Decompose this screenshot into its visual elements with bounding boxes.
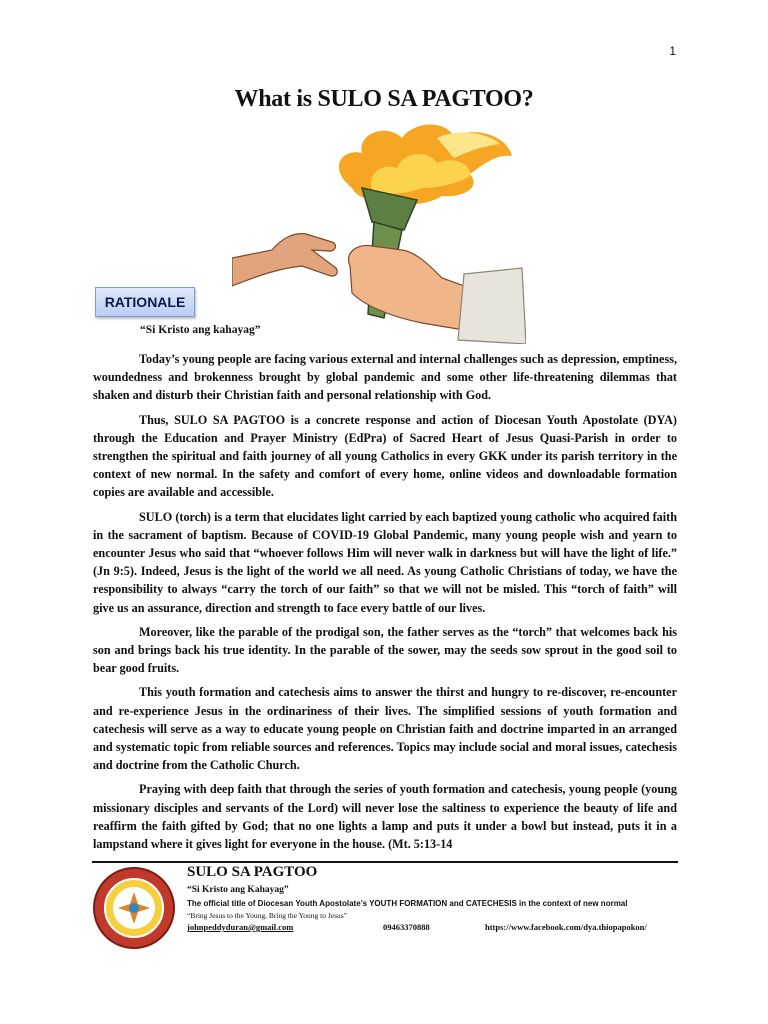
reaching-hand-shape (232, 234, 337, 286)
footer-title: SULO SA PAGTOO (187, 864, 318, 880)
holding-hand-shape (349, 245, 470, 330)
paragraph: Praying with deep faith that through the series of youth formation and catechesis, young people (young missionary disciples and servants of the Lord) will never lose the saltiness to experience the beauty of life and reaffirm the faith gifted by God; that no one lights a lamp and puts it under a bowl but instead, puts it in a lampstand where it gives light for everyone in the house. (Mt. 5:13-14 (93, 782, 677, 852)
paragraph: Moreover, like the parable of the prodigal son, the father serves as the “torch” that welcomes back his son and brings back his true identity. In the parable of the sower, may the seeds sow sprout in the good soil to bear good fruits. (93, 624, 677, 676)
sleeve-shape (458, 268, 526, 344)
footer-motto: “Bring Jesus to the Young, Bring the Young to Jesus” (187, 911, 348, 920)
footer-phone: 09463370888 (383, 922, 430, 932)
footer-facebook-link[interactable]: https://www.facebook.com/dya.thiopapokon/ (485, 922, 647, 932)
paragraph: Today’s young people are facing various external and internal challenges such as depression, emptiness, woundedness and brokenness brought by global pandemic and some other life-threatening dilemmas that shaken and disturb their Christian faith and personal relationship with God. (93, 352, 677, 403)
footer-divider (92, 861, 678, 863)
footer-tagline: “Si Kristo ang Kahayag” (187, 885, 289, 895)
paragraph: Thus, SULO SA PAGTOO is a concrete response and action of Diocesan Youth Apostolate (DYA) through the Education and Prayer Ministry (EdPra) of Sacred Heart of Jesus Quasi-Parish in order to strengthen the spiritual and faith journey of all young Catholics in every GKK under its parish territory in the context of new normal. In the safety and comfort of every home, online videos and downloadable formation copies are available and accessible. (93, 412, 677, 500)
rationale-heading-box (95, 287, 195, 317)
section-subtitle: “Si Kristo ang kahayag” (140, 324, 261, 336)
paragraph: This youth formation and catechesis aims to answer the thirst and hungry to re-discover, re-encounter and re-experience Jesus in the ordinariness of their lives. The simplified sessions of youth formation and catechesis will serve as a way to educate young people on Christian faith and doctrine imparted in an arranged and systematic topic from reliable sources and references. Topics may include social and moral issues, catechesis and doctrine from the Catholic Church. (93, 685, 677, 773)
torch-handoff-illustration (232, 118, 526, 344)
page-title: What is SULO SA PAGTOO? (234, 86, 534, 112)
footer-email-link[interactable]: johnpeddyduran@gmail.com (187, 922, 294, 932)
rationale-heading: RATIONALE (104, 294, 186, 310)
paragraph: SULO (torch) is a term that elucidates light carried by each baptized young catholic who acquired faith in the sacrament of baptism. Because of COVID-19 Global Pandemic, many young people wish and yearn to encounter Jesus who said that “whoever follows Him will never walk in darkness but will have the light of life.” (Jn 9:5). Indeed, Jesus is the light of the world we all need. As young Catholic Christians of today, we have the responsibility to always “carry the torch of our faith” so that we will not be misled. This “torch of faith” will give us an assurance, direction and strength to face every battle of our lives. (93, 509, 677, 615)
rationale-body (93, 350, 677, 859)
page-number: 1 (669, 44, 676, 58)
footer-description: The official title of Diocesan Youth Apostolate’s YOUTH FORMATION and CATECHESIS in the context of new normal (187, 899, 628, 908)
diocesan-youth-apostolate-logo (92, 866, 176, 950)
